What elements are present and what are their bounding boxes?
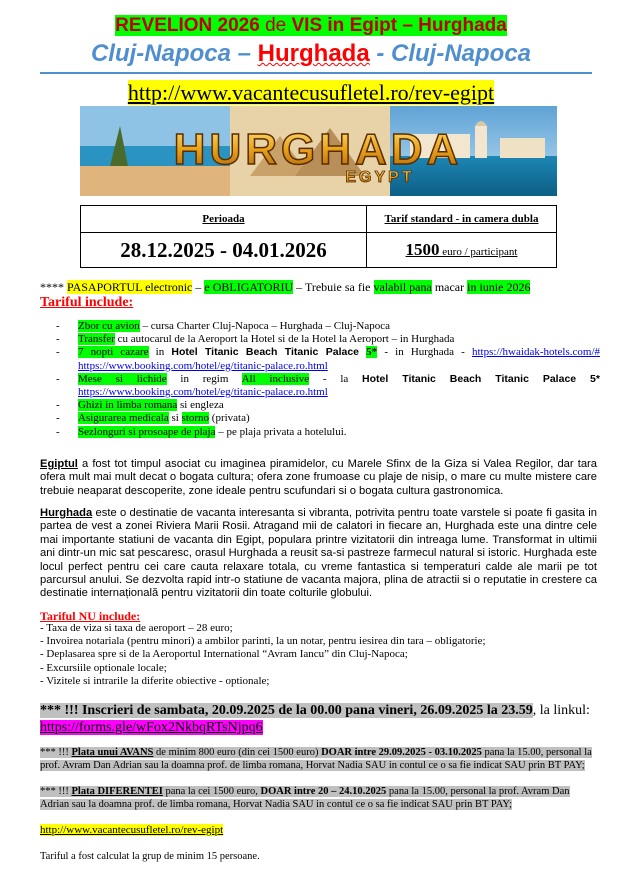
enrollment-form-link[interactable]: https://forms.gle/wFox2NkbqRTsNjpq6	[40, 720, 263, 735]
included-item-sunbeds	[40, 426, 600, 439]
flight-text: – cursa Charter Cluj-Napoca – Hurghada – Cluj-Napoca	[139, 320, 390, 332]
excluded-heading: Tariful NU include:	[40, 609, 141, 623]
avans-amount: de minim 800 euro (din cei 1500 euro)	[153, 747, 322, 758]
period-header-cell	[81, 206, 367, 233]
page-title	[0, 15, 622, 37]
excluded-item: - Vizitele si intrarile la diferite obiective - optionale;	[40, 674, 270, 687]
balance-payment-note	[40, 785, 596, 811]
enrollment-notice	[40, 702, 600, 736]
main-url-link[interactable]: http://www.vacantecusufletel.ro/rev-egipt	[127, 80, 495, 105]
avans-dates: DOAR intre 29.09.2025 - 03.10.2025	[321, 747, 482, 758]
meals-at: - la	[309, 372, 363, 385]
main-url-container	[0, 80, 622, 106]
title-vis: VIS	[291, 15, 323, 36]
hurghada-heading: Hurghada	[40, 507, 93, 519]
hurghada-banner-image	[80, 106, 557, 196]
price-header-cell	[367, 206, 557, 233]
meals-regime: in regim	[166, 372, 242, 385]
passport-stars: ****	[40, 280, 67, 294]
insurance-label: Asigurarea medicala	[78, 412, 169, 425]
booking-link-2[interactable]: https://www.booking.com/hotel/eg/titanic-palace.ro.html	[78, 386, 328, 399]
egypt-paragraph	[40, 458, 597, 498]
meals-label: Mese si lichide	[78, 372, 167, 385]
period-header: Perioada	[202, 213, 245, 225]
route-part-2: Hurghada	[257, 40, 370, 67]
excluded-item: - Excursiile optionale locale;	[40, 661, 167, 674]
passport-note	[40, 280, 530, 295]
banner-svg	[80, 106, 557, 196]
passport-valid: valabil pana	[373, 280, 432, 294]
title-revelion: REVELION 2026	[115, 15, 260, 36]
included-item-insurance	[40, 412, 600, 425]
enrollment-text: *** !!! Inscrieri de sambata, 20.09.2025 de la 00.00 pana vineri, 26.09.2025 la 23.59	[40, 703, 533, 718]
trip-dates: 28.12.2025 - 04.01.2026	[120, 237, 327, 262]
period-price-table	[80, 205, 557, 268]
booking-link-1[interactable]: https://www.booking.com/hotel/eg/titanic-palace.ro.html	[78, 359, 328, 372]
footer-url-container	[40, 824, 223, 836]
storno-label: storno	[181, 412, 210, 425]
excluded-item: - Taxa de viza si taxa de aeroport – 28 euro;	[40, 622, 233, 634]
route-title	[0, 40, 622, 68]
route-part-3: - Cluj-Napoca	[369, 40, 532, 67]
all-inclusive-label: All inclusive	[241, 372, 310, 385]
avans-details: pana la 15.00, personal la prof. Avram Dan Adrian sau la doamna prof. de limba romana, Horvat Nadia SAU in contul ce o sa fie indicat SAU prin BT PAY;	[40, 747, 592, 771]
advance-payment-note	[40, 746, 596, 772]
avans-heading: Plata unui AVANS	[71, 747, 154, 758]
excluded-list	[40, 622, 600, 688]
included-list	[40, 320, 600, 439]
banner-title: HURGHADA	[173, 125, 463, 174]
passport-at-least: macar	[431, 280, 468, 294]
included-item-accommodation	[40, 346, 600, 372]
price-unit: euro / participant	[439, 246, 518, 258]
dif-prefix: *** !!!	[40, 786, 72, 797]
insurance-text: (privata)	[209, 412, 250, 425]
passport-electronic: PASAPORTUL electronic	[67, 280, 193, 294]
included-item-guides	[40, 399, 600, 412]
egypt-text: a fost tot timpul asociat cu imaginea piramidelor, cu Marele Sfinx de la Giza si Valea Regilor, dar tara ofera mult mai mult decat o bogata cultura; ofera zone frumoase cu plaje de nisip, o mare cu multe mistere care trebuie neaparat descoperite, zone ideale pentru scufundari si o bogata cultura gastronomica.	[40, 458, 597, 497]
hurghada-text: este o destinatie de vacanta interesanta si vibranta, potrivita pentru toate varstele si poate fi gasita in partea de vest a zonei Riviera Marii Rosii. Atragand mii de calatori in fiecare an, Hurghada este una dintre cele mai importante statiuni de vacanta din Egipt, populara printre vizitatorii din intreaga lume. Transformat in ultimii ani dintr-un mic sat pescaresc, orasul Hurghada a reusit sa-si pastreze farmecul natural si istoric. Hurghada este locul perfect pentru cei care cauta relaxare totala, cu vreme fantastica si temperaturi calde ale marii pe tot parcursul anului. Se dezvolta rapid intr-o statiune de vacanta majora, plina de atractii si o reputatie in crestere ca destinatie internațională pentru vizitatorii din toate colturile globului.	[40, 507, 597, 600]
nights-label: 7 nopti cazare	[78, 346, 149, 359]
sunbeds-text: – pe plaja privata a hotelului.	[215, 425, 347, 438]
avans-prefix: *** !!!	[40, 747, 72, 758]
price-cell	[367, 233, 557, 268]
dates-cell	[81, 233, 367, 268]
footer-url-link[interactable]: http://www.vacantecusufletel.ro/rev-egipt	[40, 824, 224, 836]
guides-text: si engleza	[177, 399, 224, 412]
title-destination: in Egipt – Hurghada	[322, 15, 507, 36]
included-heading: Tariful include:	[40, 295, 134, 310]
flight-label: Zbor cu avion	[78, 320, 140, 332]
footer-note: Tariful a fost calculat la grup de minim 15 persoane.	[40, 851, 260, 862]
price-header: Tarif standard - in camera dubla	[384, 213, 539, 225]
excluded-item: - Invoirea notariala (pentru minori) a ambilor parinti, la un notar, pentru iesirea din tara – obligatorie;	[40, 635, 486, 648]
passport-text: – Trebuie sa fie	[293, 280, 374, 294]
excluded-item: - Deplasarea spre si de la Aeroportul International “Avram Iancu” din Cluj-Napoca;	[40, 648, 408, 661]
route-part-1: Cluj-Napoca –	[90, 40, 258, 67]
passport-dash: –	[192, 280, 205, 294]
dif-details: pana la 15.00, personal la prof. Avram Dan Adrian sau la doamna prof. de limba romana, Horvat Nadia SAU in contul ce o sa fie indicat SAU prin BT PAY;	[40, 786, 570, 810]
dif-heading: Plata DIFERENTEI	[71, 786, 163, 797]
hotel-name: Hotel Titanic Beach Titanic Palace	[171, 346, 360, 359]
insurance-and: si	[168, 412, 182, 425]
egypt-heading: Egiptul	[40, 458, 78, 470]
trip-price: 1500	[405, 240, 440, 259]
dif-dates: DOAR intre 20 – 24.10.2025	[260, 786, 387, 797]
hotel-stars: 5*	[366, 346, 378, 359]
included-item-transfer	[40, 333, 600, 346]
nights-location: - in Hurghada -	[377, 346, 472, 359]
included-item-flight	[40, 320, 600, 333]
title-de: de	[259, 15, 292, 36]
title-highlight	[115, 15, 507, 36]
included-item-meals	[40, 373, 600, 399]
dif-amount: pana la cei 1500 euro,	[162, 786, 261, 797]
transfer-label: Transfer	[78, 333, 115, 346]
passport-mandatory: e OBLIGATORIU	[204, 280, 294, 294]
passport-until: in iunie 2026	[467, 280, 531, 294]
hurghada-paragraph	[40, 507, 597, 601]
guides-label: Ghizi in limba romana	[78, 399, 178, 412]
hotel-name-2: Hotel Titanic Beach Titanic Palace 5*	[362, 372, 600, 385]
sunbeds-label: Sezlonguri si prosoape de plaja	[78, 425, 216, 438]
transfer-text: cu autocarul de la Aeroport la Hotel si de la Hotel la Aeroport – in Hurghada	[114, 333, 455, 346]
enrollment-tail: , la linkul:	[532, 703, 590, 718]
route-underline	[40, 72, 592, 74]
nights-in: in	[148, 346, 172, 359]
banner-subtitle: EGYPT	[345, 169, 415, 186]
hotel-website-link[interactable]: https://hwaidak-hotels.com/#	[472, 346, 601, 359]
